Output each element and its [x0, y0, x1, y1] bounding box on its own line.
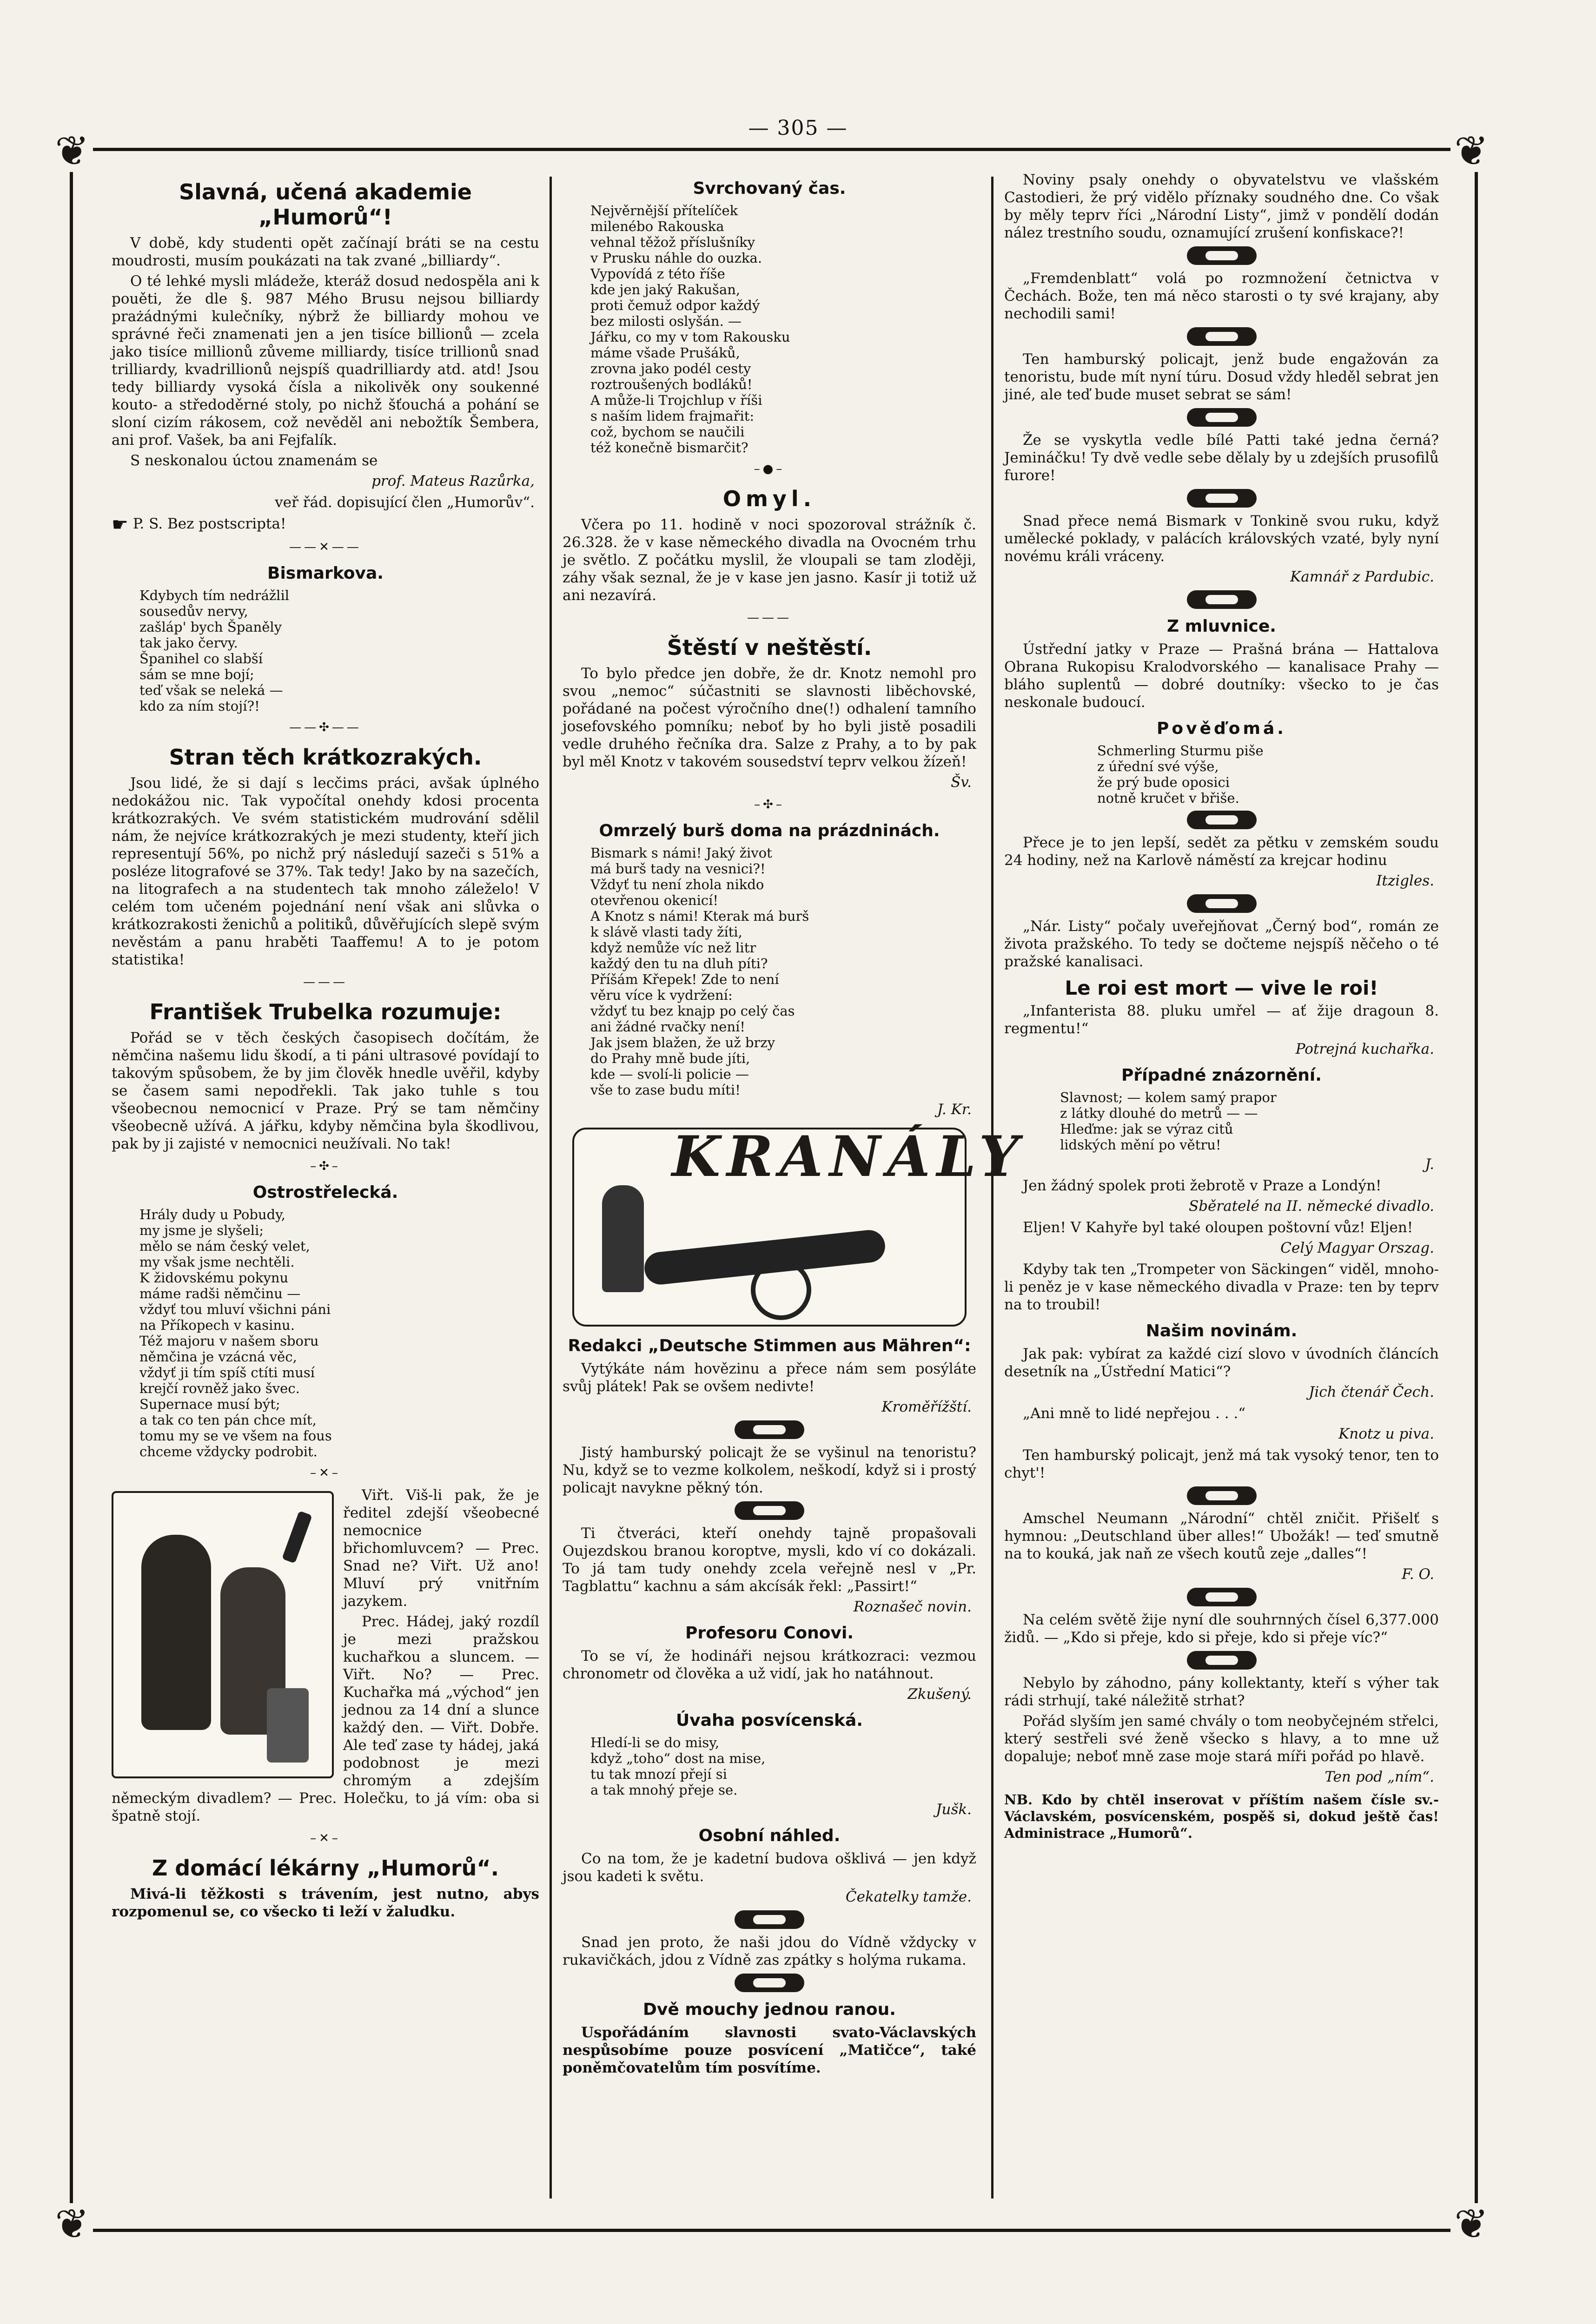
article-paragraph: Snad přece nemá Bismark v Tonkině svou ruku, když umělecké poklady, v palácích královských vzaté, byly nyní novému králi vráceny.	[1004, 513, 1439, 565]
signature: J. Kr.	[937, 1101, 972, 1118]
ornament-icon	[1187, 811, 1257, 829]
article-paragraph: „Fremdenblatt“ volá po rozmnožení četnictva v Čechách. Bože, ten má něco starosti o ty své krajany, aby nechodili sami!	[1004, 270, 1439, 322]
poem: Nejvěrnější přítelíček milenébo Rakouska vehnal těžož příslušníky v Prusku náhle do ouzka. Vypovídá z této říše kde jen jaký Rakušan, proti čemuž odpor každý bez milosti oslyšán. — Jářku, co my v tom Rakousku máme všade Prušáků, zrovna jako podél cesty roztroušených bodláků! A může-li Trojchlup v říši s naším lidem frajmařit: což, bychom se naučili též konečně bismarčit?	[590, 203, 790, 456]
signature: Kroměřížští.	[881, 1399, 972, 1415]
article-paragraph: Jsou lidé, že si dají s lecčims práci, avšak úplného nedokážou nic. Tak vypočítal onehdy kdosi procenta krátkozrakých. Ve svém statistickém mudrování sdělil nám, že nejvíce krátkozrakých je mezi studenty, kteří jich representují 56%, po nichž prý následují sazeči s 51% a posléze litografové se 37%. Tak tedy! Jako by na sazečích, na litografech a na studentech tak mnoho záleželo! V celém tom učeném pojednání není však ani slůvka o krátkozrakosti ženichů a politiků, důvěřujících slepě svým nevěstám a panu hraběti Taaffemu! A to je potom statistika!	[112, 774, 539, 968]
signature: Kamnář z Pardubic.	[1290, 568, 1434, 585]
bottle-icon	[282, 1511, 312, 1564]
article-paragraph: V době, kdy studenti opět začínají bráti se na cestu moudrosti, musím poukázati na tak zvané „billiardy“.	[112, 235, 539, 269]
article-paragraph: Pořád slyším jen samé chvály o tom neobyčejném střelci, který sestřeli své ženě všecko s hlavy, a to mne už dopaluje; neboť mně zase moje stará míři pořád po hlavě.	[1004, 1713, 1439, 1765]
corner-ornament-icon: ❦	[1450, 130, 1492, 172]
article-title: Bismarkova.	[267, 563, 384, 583]
article-paragraph: „Infanterista 88. pluku umřel — ať žije dragoun 8. regmentu!“	[1004, 1003, 1439, 1037]
ornament-icon	[735, 1974, 804, 1992]
ornament-icon	[1187, 1651, 1257, 1670]
article-title: Případné znázornění.	[1121, 1066, 1322, 1085]
signature: Čekatelky tamže.	[845, 1888, 972, 1905]
article-paragraph: Mivá-li těžkosti s trávením, jest nutno, abys rozpomenul se, co všecko ti leží v žaludku.	[112, 1885, 539, 1920]
article-title: Stran těch krátkozrakých.	[169, 744, 482, 770]
article-paragraph: S neskonalou úctou znamenám se	[130, 452, 378, 469]
separator-icon: ———	[303, 975, 348, 989]
ornament-icon	[1187, 1588, 1257, 1606]
dialog-paragraph: Viřt. Viš-li pak, že je ředitel zdejší všeobecné nemocnice břichomluvcem? — Prec. Snad ne? Viřt. Už ano! Mluví prý vnitřním jazykem.	[343, 1486, 539, 1610]
article-title: Omyl.	[722, 486, 816, 511]
article-title: Profesoru Conovi.	[685, 1624, 854, 1643]
article-paragraph: Eljen! V Kahyře byl také oloupen poštovní vůz! Eljen!	[1023, 1219, 1413, 1236]
article-title: František Trubelka rozumuje:	[149, 999, 502, 1024]
column-divider	[550, 177, 552, 2199]
signature: veř řád. dopisující člen „Humorův“.	[275, 494, 535, 511]
column-right	[1004, 171, 1439, 2207]
article-paragraph: Co na tom, že je kadetní budova ošklivá — jen když jsou kadeti k světu.	[563, 1850, 976, 1885]
article-title: Úvaha posvícenská.	[676, 1711, 863, 1730]
separator-icon: –●–	[754, 462, 785, 476]
separator-icon: ——✕——	[289, 540, 362, 554]
article-title: Pověďomá.	[1157, 719, 1286, 738]
pointing-hand-icon: ☛	[112, 514, 128, 535]
article-title: Slavná, učená akademie „Humorů“!	[179, 179, 472, 230]
signature: Šv.	[951, 774, 972, 791]
ornament-icon	[735, 1910, 804, 1929]
article-paragraph: Uspořádáním slavnosti svato-Václavských nespůsobíme pouze posvícení „Matičce“, také poněmčovatelům tím posvítíme.	[563, 2024, 976, 2076]
poem: Kdybych tím nedrážlil sousedův nervy, zašláp' bych Španěly tak jako červy. Španihel co slabší sám se mne bojí; teď však se neleká — kdo za ním stojí?!	[139, 587, 290, 714]
article-paragraph: Snad jen proto, že naši jdou do Vídně vždycky v rukavičkách, jdou z Vídně zas zpátky s holýma rukama.	[563, 1934, 976, 1968]
postscript-line	[112, 515, 539, 534]
signature: Potrejná kuchařka.	[1295, 1041, 1434, 1057]
signature: Sběratelé na II. německé divadlo.	[1188, 1198, 1434, 1215]
article-paragraph: Že se vyskytla vedle bílé Patti také jedna černá? Jemináčku! Ty dvě vedle sebe dělaly by u zdejších prusofilů furore!	[1004, 432, 1439, 484]
separator-icon: –✣–	[754, 798, 785, 812]
article-paragraph: O té lehké mysli mládeže, kteráž dosud nedospěla ani k pouěti, že dle §. 987 Mého Brusu nejsou billiardy prażádnými kulečníky, nýbrž že billiardy mohou ve správné řeči znamenati jen a jen tisíce billionů — zcela jako tisíce millionů zůveme milliardy, tisíce trillionů snad trilliardy, kvadrillionů nejspíš quadrilliardy atd. atd! Jsou tedy billiardy vysoká čísla a nikolivěk ony soukenné kouto- a středoděrné stoly, po nichž šťouchá a pohání se sloní cizím rákosem, což nevěděl ani nebožtík Šembera, ani prof. Vašek, ba ani Fejfalík.	[112, 273, 539, 449]
article-paragraph: Nebylo by záhodno, pány kollektanty, kteří s výher tak rádi strhují, také náležitě strhat?	[1004, 1675, 1439, 1709]
signature: Knotz u piva.	[1338, 1426, 1434, 1442]
page-number: — 305 —	[748, 116, 848, 140]
cannon-wheel-icon	[751, 1260, 811, 1320]
signature: Jušk.	[936, 1801, 972, 1818]
article-title: Štěstí v neštěstí.	[667, 635, 872, 660]
ornament-icon	[1187, 590, 1257, 609]
article-title: Z mluvnice.	[1167, 617, 1276, 636]
ornament-icon	[735, 1420, 804, 1439]
dialog-paragraph: Prec. Hádej, jaký rozdíl je mezi pražskou kuchařkou a sluncem. — Viřt. No? — Prec. Kuchařka má „východ“ jen jednou za 14 dní a slunce každý den. — Viřt. Dobře. Ale teď zase ty hádej, jaká podobnost je mezi chromým a zdejším německým divadlem? — Prec. Holečku, to já vím: oba si špatně stojí.	[112, 1613, 539, 1824]
ornament-icon	[1187, 1486, 1257, 1505]
signature: F. O.	[1402, 1566, 1434, 1583]
signature: J.	[1425, 1156, 1434, 1173]
kranaly-illustration	[572, 1124, 1026, 1327]
article-paragraph: Vytýkáte nám hovězinu a přece nám sem posýláte svůj plátek! Pak se ovšem nedivte!	[563, 1360, 976, 1395]
article-paragraph: Jen žádný spolek proti žebrotě v Praze a Londýn!	[1023, 1177, 1382, 1194]
postscript: P. S. Bez postscripta!	[132, 515, 286, 532]
article-title: Le roi est mort — vive le roi!	[1065, 977, 1378, 999]
separator-icon: –✣–	[310, 1159, 341, 1173]
article-paragraph: „Nár. Listy“ počaly uveřejňovat „Černý bod“, román ze života pražského. To tedy se dočteme nejspíš něčeho o té pražské kanalisaci.	[1004, 918, 1439, 970]
column-middle	[563, 171, 1026, 2207]
poem: Slavnost; — kolem samý prapor z látky dlouhé do metrů — — Hleďme: jak se výraz citů lidských mění po větru!	[1060, 1089, 1277, 1153]
man-figure-icon	[141, 1535, 211, 1730]
ornament-icon	[1187, 408, 1257, 427]
poem: Hrály dudy u Pobudy, my jsme je slyšeli; mělo se nám český velet, my však jsme nechtěli. K židovskému pokynu máme radši němčinu — vždyť tou mluví všichni páni na Příkopech v kasinu. Též majoru v našem sboru němčina je vzácná věc, vždyť ji tím spíš ctíti musí krejčí rovněž jako švec. Supernace musí být; a tak co ten pán chce mít, tomu my se ve všem na fous chceme vždycky podrobit.	[139, 1206, 332, 1459]
signature: Celý Magyar Orszag.	[1280, 1240, 1434, 1256]
article-title: Osobní náhled.	[698, 1826, 841, 1845]
poem: Schmerling Sturmu piše z úřední své výše, že prý bude oposici notně kručet v břiše.	[1097, 743, 1264, 806]
article-paragraph: Noviny psaly onehdy o obyvatelstvu ve vlašském Castodieri, že prý vidělo příznaky soudného dne. Co však by měly teprv říci „Národní Listy“, jimž v pondělí dodán nález trestního soudu, oznamující zrušení konfiskace?!	[1004, 172, 1439, 241]
article-title: Redakci „Deutsche Stimmen aus Mähren“:	[568, 1336, 971, 1355]
article-paragraph: Jak pak: vybírat za každé cizí slovo v úvodních článcích desetník na „Ústřední Matici“?	[1004, 1346, 1439, 1380]
article-paragraph: To bylo předce jen dobře, že dr. Knotz nemohl pro svou „nemoc“ súčastniti se slavnosti liběchovské, pořádané na počest výročního dne(!) odhalení tamního josefovského pomníku; neboť by ho byli jistě posadili vedle druhého řečníka dra. Salze z Prahy, a to by pak byl měl Knotz v takovém sousedství teprv velkou žízeň!	[563, 665, 976, 770]
poem: Bismark s námi! Jaký život má burš tady na vesnici?! Vždyť tu není zhola nikdo otevřenou okenicí! A Knotz s námi! Kterak má burš k slávě vlasti tady žíti, když nemůže víc než litr každý den tu na dluh píti? Příšám Křepek! Zde to není věru více k vydržení: vždyť tu bez knajp po celý čas ani žádné rvačky není! Jak jsem blažen, že už brzy do Prahy mně bude jíti, kde — svolí-li policie — vše to zase budu míti!	[590, 845, 809, 1098]
corner-ornament-icon: ❦	[1450, 2203, 1492, 2245]
cartoon-illustration	[112, 1491, 334, 1778]
separator-icon: –✕–	[310, 1831, 341, 1845]
article-paragraph: Včera po 11. hodině v noci spozoroval strážník č. 26.328. že v kase německého divadla na Ovocném trhu je světlo. Z počátku myslil, že vloupali se tam zloději, záhy však seznal, že je v kase jen jasno. Kasír ji totiž už ani nezavírá.	[563, 516, 976, 604]
signature: Jich čtenář Čech.	[1308, 1384, 1434, 1400]
column-left	[112, 171, 539, 2207]
signature: Zkušený.	[907, 1686, 972, 1703]
ornament-icon	[1187, 327, 1257, 346]
ornament-icon	[1187, 489, 1257, 508]
separator-icon: ——✣——	[289, 720, 362, 734]
ornament-icon	[735, 1501, 804, 1520]
article-title: Dvě mouchy jednou ranou.	[643, 2000, 896, 2019]
article-paragraph: Přece je to jen lepší, sedět za pětku v zemském soudu 24 hodiny, než na Karlově náměstí za krejcar hodinu	[1004, 834, 1439, 869]
signature: Ten pod „ním“.	[1324, 1769, 1434, 1785]
article-paragraph: Jistý hamburský policajt že se vyšinul na tenoristu? Nu, když se to vezme kolkolem, neškodí, když si i prostý policajt navykne pěkný tón.	[563, 1444, 976, 1496]
advertising-notice: NB. Kdo by chtěl inserovat v příštím našem čísle sv.-Václavském, posvícenském, pospěš si, dokud ještě čas! Administrace „Humorů“.	[1004, 1792, 1439, 1841]
article-paragraph: „Ani mně to lidé nepřejou . . .“	[1023, 1405, 1246, 1422]
article-paragraph: To se ví, že hodináři nejsou krátkozraci: vezmou chronometr od člověka a už vidí, jak ho natáhnout.	[563, 1648, 976, 1682]
corner-ornament-icon: ❦	[51, 130, 93, 172]
ornament-icon	[1187, 894, 1257, 913]
article-title: Ostrostřelecká.	[252, 1182, 398, 1202]
barrel-icon	[267, 1688, 309, 1763]
poem: Hledí-li se do misy, když „toho“ dost na mise, tu tak mnozí přejí si a tak mnohý přeje se.	[590, 1735, 766, 1798]
soldier-figure-icon	[602, 1185, 644, 1292]
article-paragraph: Na celém světě žije nyní dle souhrnných čísel 6,377.000 židů. — „Kdo si přeje, kdo si přeje, kdo si přeje víc?“	[1004, 1611, 1439, 1646]
article-title: Omrzelý burš doma na prázdninách.	[599, 821, 940, 840]
corner-ornament-icon: ❦	[51, 2203, 93, 2245]
separator-icon: ———	[747, 611, 792, 625]
article-title: Z domácí lékárny „Humorů“.	[152, 1855, 499, 1881]
ornament-icon	[1187, 246, 1257, 265]
article-paragraph: Ti čtveráci, kteří onehdy tajně propašovali Oujezdskou branou koroptve, mysli, kdo ví co dokázali. To já tam tudy onehdy zcela veřejně nesl v „Pr. Tagblattu“ kachnu a sám akcísák řekl: „Passirt!“	[563, 1525, 976, 1595]
separator-icon: –✕–	[310, 1466, 341, 1480]
article-paragraph: Ten hamburský policajt, jenž bude engažován za tenoristu, bude mít nyní túru. Dosud vždy hleděl sebrat jen jiné, ale teď bude muset sebrat se sám!	[1004, 351, 1439, 403]
article-title: Našim novinám.	[1146, 1321, 1298, 1340]
article-paragraph: Kdyby tak ten „Trompeter von Säckingen“ viděl, mnoho-li peněz je v kase německého divadla v Praze: ten by teprv na to troubil!	[1004, 1261, 1439, 1313]
article-paragraph: Ten hamburský policajt, jenž má tak vysoký tenor, ten to chyt'!	[1004, 1447, 1439, 1481]
article-paragraph: Ústřední jatky v Praze — Prašná brána — Hattalova Obrana Rukopisu Kralodvorského — kanalisace Prahy — bláho suplentů — dobré doutníky: všecko to je čas neskonale budoucí.	[1004, 641, 1439, 711]
signature: Roznašeč novin.	[853, 1598, 972, 1615]
signature: prof. Mateus Razůrka,	[371, 473, 535, 489]
signature: Itzigles.	[1376, 872, 1434, 889]
kranaly-title: KRANÁLY	[672, 1124, 1026, 1189]
article-title: Svrchovaný čas.	[693, 179, 846, 198]
article-paragraph: Amschel Neumann „Národní“ chtěl zničit. Přišelť s hymnou: „Deutschland über alles!“ Ubožák! — teď smutně na to kouká, jak naň ze všech koutů zeje „dalles“!	[1004, 1510, 1439, 1562]
article-paragraph: Pořád se v těch českých časopisech dočítám, že němčina našemu lidu škodí, a ti páni ultrasové povídají to takovým spůsobem, že by jim člověk hnedle uvěřil, kdyby se časem sami nepodřekli. Tak jako tuhle s tou všeobecnou nemocnicí v Praze. Prý se tam němčiny všeobecně užívá. A jářku, kdyby němčina byla škodlivou, pak by ji zajisté v nemocnici neužívali. No tak!	[112, 1029, 539, 1152]
